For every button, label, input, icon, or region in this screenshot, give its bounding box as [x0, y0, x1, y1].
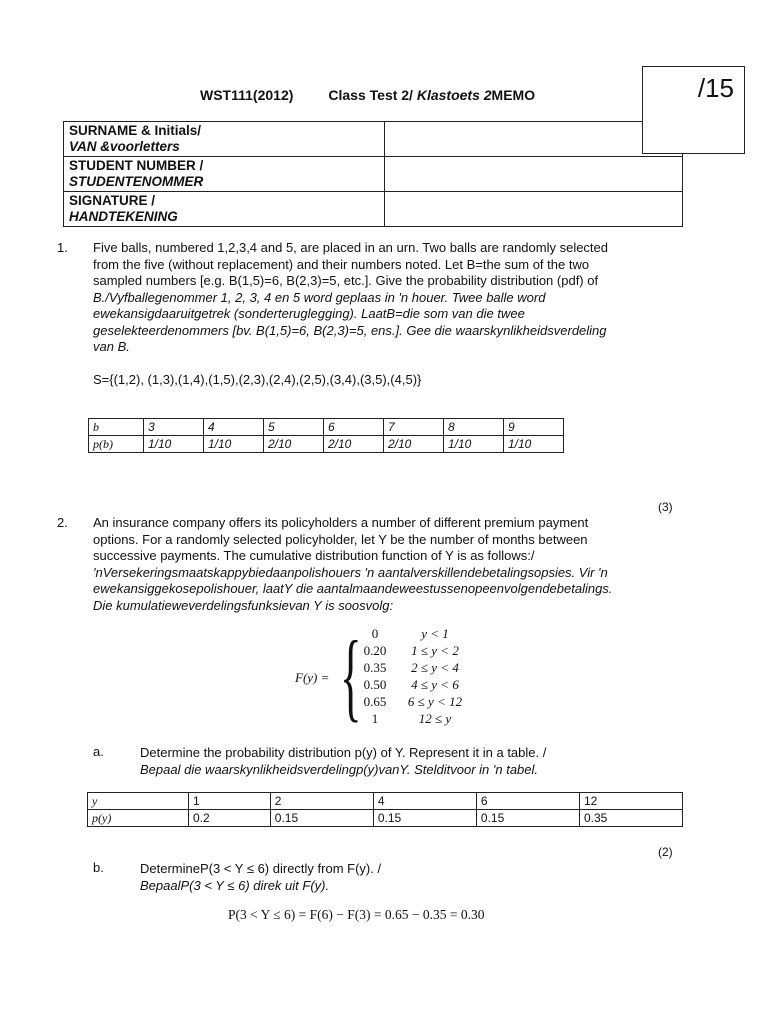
table-cell: 0.15 — [476, 810, 579, 827]
q1-line: from the five (without replacement) and their numbers noted. Let B=the sum of the two — [93, 256, 590, 272]
table-row — [88, 810, 683, 827]
info-label-af: HANDTEKENING — [69, 209, 178, 224]
info-label-en: STUDENT NUMBER / — [69, 158, 204, 173]
q2-line-af: 'nVersekeringsmaatskappybiedaanpolishouers 'n aantalverskillendebetalingsopsies. Vir 'n — [93, 564, 608, 580]
q2-line: successive payments. The cumulative distribution function of Y is as follows:/ — [93, 548, 535, 563]
table-cell: 2/10 — [264, 436, 324, 453]
info-label-en: SURNAME & Initials/ — [69, 123, 202, 138]
table-cell: 1/10 — [444, 436, 504, 453]
score-box — [642, 66, 745, 154]
row-label: b — [89, 419, 144, 436]
q2-line-af: ewekansiggekosepolishouer, laatY die aantalmaandeweestussenopeenvolgendebetalings. — [93, 581, 613, 596]
test-title-af: Klastoets 2 — [416, 87, 492, 103]
question-1-number: 1. — [57, 240, 68, 255]
table-cell: 1 — [189, 793, 271, 810]
score-total: /15 — [697, 73, 734, 103]
q1-line-af: B./Vyfballegenommer 1, 2, 3, 4 en 5 word geplaas in 'n houer. Twee balle word — [93, 289, 546, 305]
cdf-value: 0.65 — [363, 694, 387, 709]
row-label: y — [88, 793, 189, 810]
surname-field[interactable] — [385, 122, 683, 157]
info-row-student-number — [64, 157, 683, 192]
cdf-row — [355, 660, 475, 677]
q1-marks: (3) — [658, 500, 673, 514]
table-cell: 1/10 — [144, 436, 204, 453]
info-label-en: SIGNATURE / — [69, 193, 156, 208]
part-b-line: DetermineP(3 < Y ≤ 6) directly from F(y). / — [140, 861, 382, 876]
table-cell: 6 — [324, 419, 384, 436]
cdf-row — [355, 677, 475, 694]
cdf-cond: 4 ≤ y < 6 — [411, 677, 459, 692]
table-cell: 8 — [444, 419, 504, 436]
q1-line: sampled numbers [e.g. B(1,5)=6, B(2,3)=5, etc.]. Give the probability distribution (pdf) of — [93, 273, 599, 288]
table-cell: 1/10 — [504, 436, 564, 453]
course-code: WST111(2012) — [200, 87, 294, 103]
cdf-cond: 1 ≤ y < 2 — [411, 643, 459, 658]
cdf-label: F(y) = — [295, 670, 330, 685]
q1-line-af: van B. — [93, 339, 130, 354]
cdf-row — [355, 626, 475, 643]
info-label-af: STUDENTENOMMER — [69, 174, 204, 189]
q1-line-af: ewekansigdaaruitgetrek (sonderteruglegging). LaatB=die som van die twee — [93, 306, 525, 321]
cdf-row — [355, 694, 475, 711]
q2-line: options. For a randomly selected policyholder, let Y be the number of months between — [93, 531, 588, 547]
memo-label: MEMO — [491, 87, 536, 103]
cdf-cond: 12 ≤ y — [418, 711, 452, 726]
pdf-table-b — [88, 418, 564, 453]
q2-line-af: Die kumulatieweverdelingsfunksievan Y is soosvolg: — [93, 597, 394, 613]
q2-line: An insurance company offers its policyholders a number of different premium payment — [93, 515, 589, 530]
cdf-value: 0.50 — [363, 677, 387, 692]
cdf-rows — [355, 626, 475, 728]
info-label-signature — [64, 192, 385, 227]
table-cell: 4 — [373, 793, 476, 810]
part-a-text — [140, 744, 680, 778]
cdf-cond: y < 1 — [421, 626, 449, 641]
part-a-line: Determine the probability distribution p(y) of Y. Represent it in a table. / — [140, 745, 547, 760]
table-cell: 0.35 — [579, 810, 682, 827]
info-label-af: VAN &voorletters — [69, 139, 180, 154]
cdf-value: 0.20 — [363, 643, 387, 658]
cdf-row — [355, 711, 475, 728]
q1-line-af: geselekteerdenommers [bv. B(1,5)=6, B(2,3)=5, ens.]. Gee die waarskynlikheidsverdeling — [93, 322, 607, 338]
table-row — [89, 436, 564, 453]
table-cell: 6 — [476, 793, 579, 810]
table-cell: 0.2 — [189, 810, 271, 827]
test-title: Class Test 2/ — [328, 87, 413, 103]
part-b-text — [140, 860, 680, 894]
table-row — [89, 419, 564, 436]
table-cell: 7 — [384, 419, 444, 436]
part-a-line-af: Bepaal die waarskynlikheidsverdelingp(y)vanY. Stelditvoor in 'n tabel. — [140, 762, 539, 777]
table-cell: 0.15 — [373, 810, 476, 827]
cdf-value: 1 — [371, 711, 379, 726]
question-2-number: 2. — [57, 515, 68, 530]
table-cell: 2 — [270, 793, 373, 810]
table-cell: 3 — [144, 419, 204, 436]
table-cell: 0.15 — [270, 810, 373, 827]
student-number-field[interactable] — [385, 157, 683, 192]
question-2-text — [93, 515, 683, 614]
table-cell: 9 — [504, 419, 564, 436]
test-header — [200, 87, 535, 103]
table-cell: 2/10 — [324, 436, 384, 453]
info-row-signature — [64, 192, 683, 227]
table-row — [88, 793, 683, 810]
cdf-definition — [295, 620, 495, 731]
question-1-text — [93, 240, 676, 356]
brace-icon: { — [340, 620, 362, 731]
sample-space: S={(1,2), (1,3),(1,4),(1,5),(2,3),(2,4),(2,5),(3,4),(3,5),(4,5)} — [93, 372, 422, 387]
info-row-surname — [64, 122, 683, 157]
table-cell: 12 — [579, 793, 682, 810]
student-info-table — [63, 121, 683, 227]
row-label: p(b) — [89, 436, 144, 453]
signature-field[interactable] — [385, 192, 683, 227]
part-b-label: b. — [93, 860, 104, 875]
pdf-table-y — [87, 792, 683, 827]
cdf-value: 0 — [371, 626, 379, 641]
part-a-label: a. — [93, 744, 104, 759]
cdf-cond: 2 ≤ y < 4 — [411, 660, 459, 675]
q1-line: Five balls, numbered 1,2,3,4 and 5, are placed in an urn. Two balls are randomly selected — [93, 240, 609, 255]
part-b-line-af: BepaalP(3 < Y ≤ 6) direk uit F(y). — [140, 878, 330, 893]
info-label-surname — [64, 122, 385, 157]
row-label: p(y) — [88, 810, 189, 827]
table-cell: 5 — [264, 419, 324, 436]
cdf-cond: 6 ≤ y < 12 — [407, 694, 463, 709]
q2a-marks: (2) — [658, 845, 673, 859]
cdf-row — [355, 643, 475, 660]
table-cell: 4 — [204, 419, 264, 436]
cdf-value: 0.35 — [363, 660, 387, 675]
table-cell: 1/10 — [204, 436, 264, 453]
table-cell: 2/10 — [384, 436, 444, 453]
info-label-student-number — [64, 157, 385, 192]
part-b-answer: P(3 < Y ≤ 6) = F(6) − F(3) = 0.65 − 0.35 = 0.30 — [228, 907, 485, 922]
